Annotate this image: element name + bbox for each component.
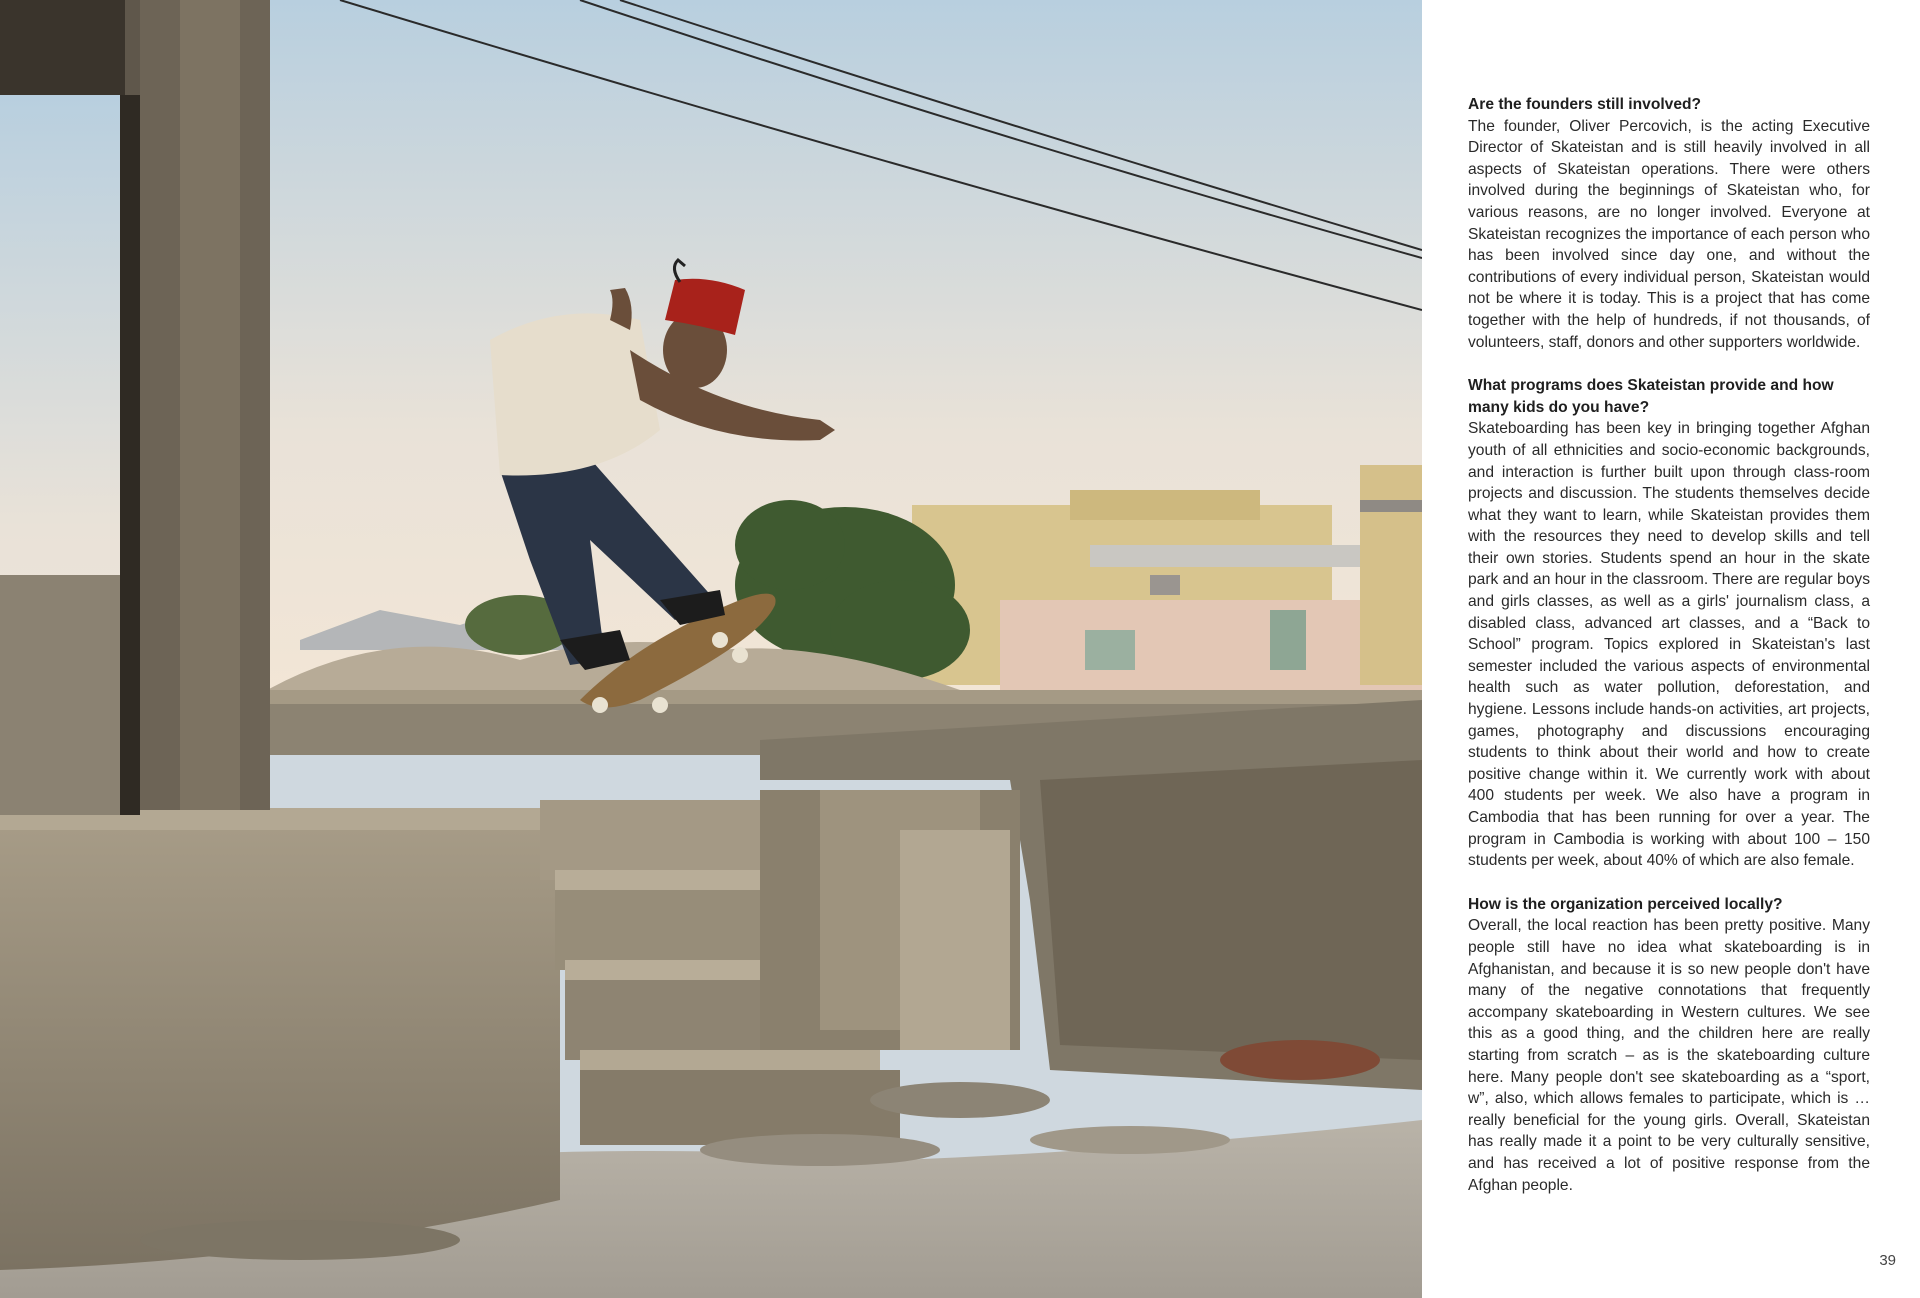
article-section: [1468, 375, 1870, 872]
section-answer: The founder, Oliver Percovich, is the acting Executive Director of Skateistan and is still heavily involved in all aspects of Skateistan operations. There were others involved during the beginnings of Skateistan who, for various reasons, are no longer involved. Everyone at Skateistan recognizes the importance of each person who has been involved since day one, and without the contributions of every individual person, Skateistan would not be where it is today. This is a project that has come together with the help of hundreds, if not thousands, of volunteers, staff, donors and other supporters worldwide.: [1468, 117, 1870, 351]
article-text-column: [1468, 94, 1870, 1218]
page-number: 39: [1879, 1252, 1896, 1269]
front-wall: [0, 808, 560, 1270]
section-question: What programs does Skateistan provide and how many kids do you have?: [1468, 377, 1834, 416]
section-question: Are the founders still involved?: [1468, 96, 1702, 113]
section-answer: Skateboarding has been key in bringing together Afghan youth of all ethnicities and socio-economic backgrounds, and interaction is further built upon through class-room projects and discussion. The students themselves decide what they want to learn, while Skateistan provides them with the resources they need to develop skills and tell their own stories. Students spend an hour in the skate park and an hour in the classroom. There are regular boys and girls classes, as well as a girls' journalism class, a disabled class, advanced art classes, and a “Back to School” program. Topics explored in Skateistan's last semester included the various aspects of environmental health such as water pollution, deforestation, and hygiene. Lessons include hands-on activities, art projects, games, photography and discussions encouraging students to think about their world and how to create positive change within it. We currently work with about 400 students per week. We also have a program in Cambodia that has been running for over a year. The program in Cambodia is working with about 100 – 150 students per week, about 40% of which are also female.: [1468, 420, 1870, 870]
section-question: How is the organization perceived locally?: [1468, 895, 1783, 913]
ruined-pillar: [0, 0, 270, 815]
article-section: [1468, 894, 1870, 1196]
section-answer: Overall, the local reaction has been pretty positive. Many people still have no idea what skateboarding is in Afghanistan, and because it is so new people don't have many of the negative connotations that frequently accompany skateboarding in Western cultures. We see this as a good thing, and the children here are really starting from scratch – as is the skateboarding culture here. Many people don't see skateboarding as a “sport, w”, also, which allows females to participate, which is … really beneficial for the young girls. Overall, Skateistan has really made it a point to be very culturally sensitive, and has received a lot of positive response from the Afghan people.: [1468, 917, 1870, 1194]
article-section: [1468, 94, 1870, 353]
